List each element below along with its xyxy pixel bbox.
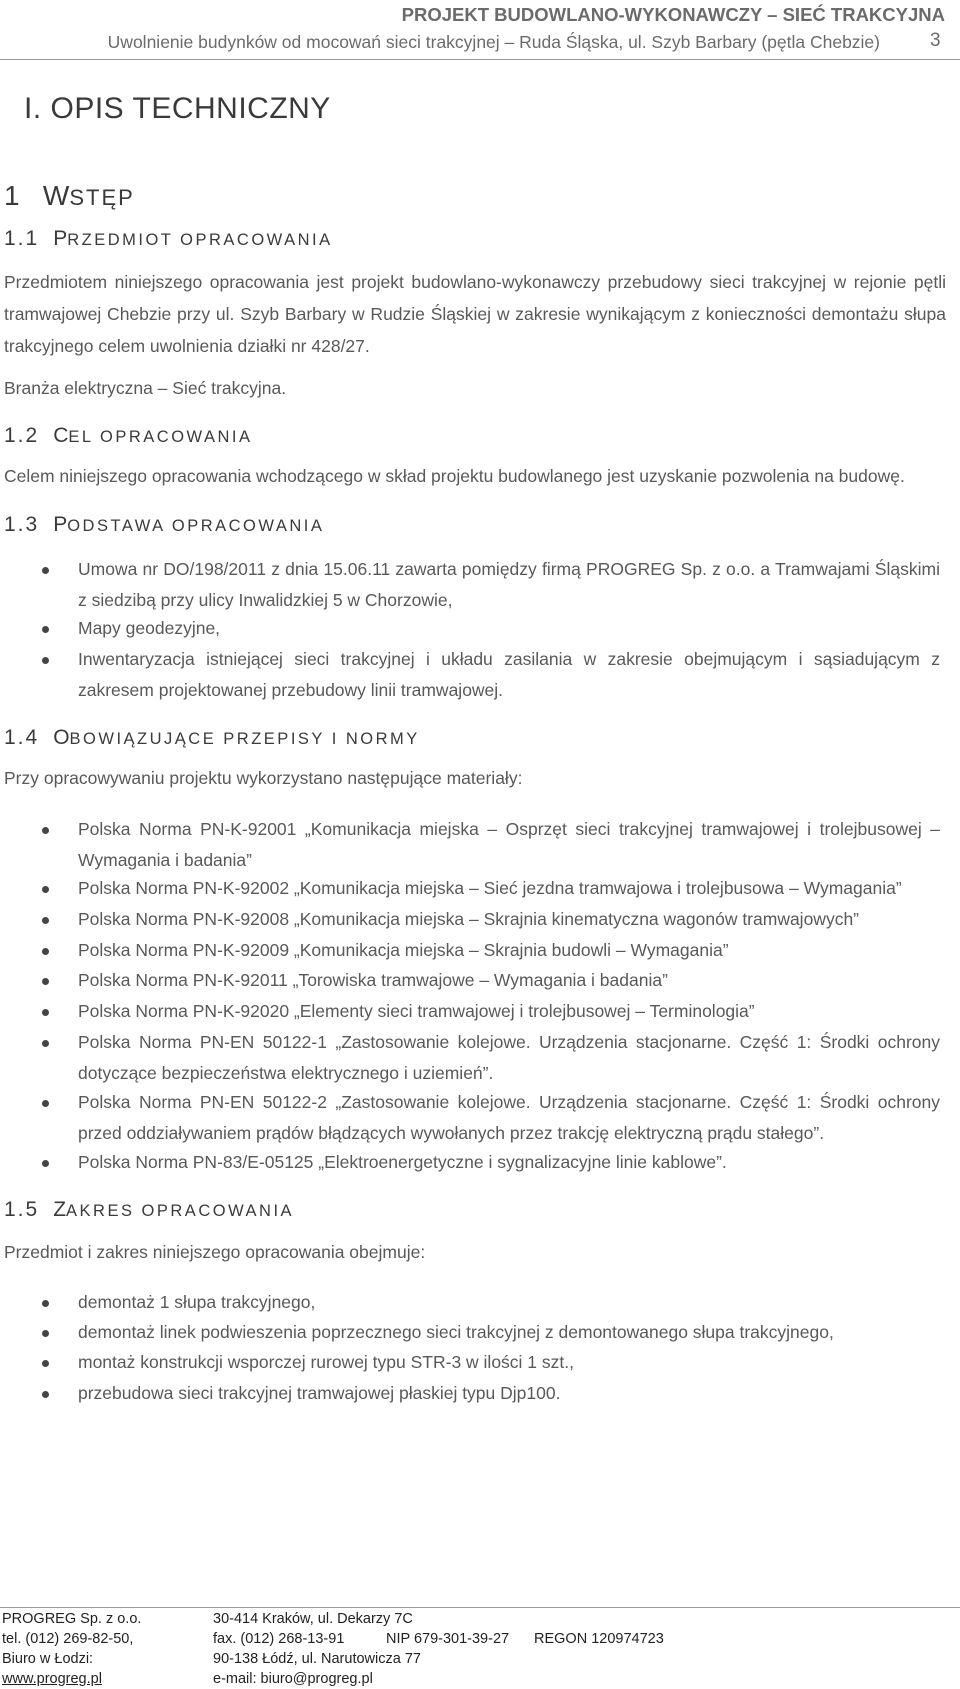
footer-phone: tel. (012) 269-82-50,: [2, 1631, 134, 1647]
bullet-dot: [42, 1391, 49, 1398]
list-item: Inwentaryzacja istniejącej sieci trakcyjnej i układu zasilania w zakresie obejmującym i sąsiadującym z zakresem projektowanej przebudowy linii tramwajowej.: [78, 649, 940, 700]
list-item: montaż konstrukcji wsporczej rurowej typu STR-3 w ilości 1 szt.,: [78, 1352, 574, 1372]
bullet-dot: [42, 1009, 49, 1016]
chapter-title-rest: STĘP: [69, 185, 135, 210]
section-1-5-intro: Przedmiot i zakres niniejszego opracowania obejmuje:: [4, 1242, 426, 1262]
document-header-title: PROJEKT BUDOWLANO-WYKONAWCZY – SIEĆ TRAKCYJNA: [401, 4, 945, 25]
footer-company: PROGREG Sp. z o.o.: [2, 1611, 142, 1627]
section-title-rest: BOWIĄZUJĄCE PRZEPISY I NORMY: [69, 730, 420, 748]
list-item: przebudowa sieci trakcyjnej tramwajowej płaskiej typu Djp100.: [78, 1383, 561, 1403]
chapter-number: 1: [4, 180, 20, 211]
section-first-letter: P: [53, 227, 68, 250]
footer-krakow-address: 30-414 Kraków, ul. Dekarzy 7C: [213, 1611, 413, 1627]
list-item: Polska Norma PN-EN 50122-2 „Zastosowanie kolejowe. Urządzenia stacjonarne. Część 1: Środki ochrony przed oddziaływaniem prądów błądzących wywołanych przez trakcję elektryczną prądu stałego”.: [78, 1092, 940, 1143]
list-item: Polska Norma PN-K-92008 „Komunikacja miejska – Skrajnia kinematyczna wagonów tramwajowych”: [78, 909, 860, 929]
section-first-letter: P: [53, 513, 68, 536]
section-first-letter: O: [53, 726, 70, 749]
bullet-dot: [42, 626, 49, 633]
section-first-letter: Z: [53, 1198, 67, 1221]
list-item: Polska Norma PN-K-92009 „Komunikacja miejska – Skrajnia budowli – Wymagania”: [78, 940, 729, 960]
footer-regon: REGON 120974723: [534, 1631, 664, 1647]
page-number: 3: [930, 30, 941, 51]
section-1-2-paragraph: Celem niniejszego opracowania wchodzącego w skład projektu budowlanego jest uzyskanie pozwolenia na budowę.: [4, 466, 905, 486]
section-number: 1.3: [4, 513, 40, 536]
list-item: Polska Norma PN-K-92020 „Elementy sieci tramwajowej i trolejbusowej – Terminologia”: [78, 1001, 755, 1021]
footer-lodz-office-label: Biuro w Łodzi:: [2, 1651, 94, 1667]
footer-email[interactable]: e-mail: biuro@progreg.pl: [213, 1671, 373, 1687]
list-item: Mapy geodezyjne,: [78, 618, 221, 638]
bullet-dot: [42, 657, 49, 664]
section-heading-1-2: [4, 424, 253, 448]
list-item: Polska Norma PN-K-92001 „Komunikacja miejska – Osprzęt sieci trakcyjnej tramwajowej i trolejbusowej – Wymagania i badania”: [78, 819, 940, 870]
bullet-dot: [42, 917, 49, 924]
section-heading-1-3: [4, 513, 324, 537]
bullet-dot: [42, 1040, 49, 1047]
bullet-dot: [42, 1100, 49, 1107]
bullet-dot: [42, 1160, 49, 1167]
bullet-dot: [42, 978, 49, 985]
section-title-rest: AKRES OPRACOWANIA: [66, 1202, 295, 1220]
header-divider: [0, 59, 960, 60]
bullet-dot: [42, 1300, 49, 1307]
bullet-dot: [42, 948, 49, 955]
bullet-dot: [42, 1360, 49, 1367]
list-item: Polska Norma PN-K-92002 „Komunikacja miejska – Sieć jezdna tramwajowa i trolejbusowa – Wymagania”: [78, 878, 902, 898]
section-heading-1-5: [4, 1198, 294, 1222]
section-1-1-branch-note: Branża elektryczna – Sieć trakcyjna.: [4, 378, 287, 398]
chapter-first-letter: W: [42, 180, 70, 211]
section-heading-1-4: [4, 726, 420, 750]
list-item: Polska Norma PN-83/E-05125 „Elektroenergetyczne i sygnalizacyjne linie kablowe”.: [78, 1152, 727, 1172]
footer-divider: [0, 1607, 960, 1608]
section-title-rest: RZEDMIOT OPRACOWANIA: [67, 231, 333, 249]
footer-nip: NIP 679-301-39-27: [386, 1631, 510, 1647]
footer-website-link[interactable]: www.progreg.pl: [2, 1671, 102, 1687]
section-title-rest: ODSTAWA OPRACOWANIA: [67, 517, 325, 535]
section-1-1-paragraph: Przedmiotem niniejszego opracowania jest projekt budowlano-wykonawczy przebudowy sieci trakcyjnej w rejonie pętli tramwajowej Chebzie przy ul. Szyb Barbary w Rudzie Śląskiej w zakresie wynikającym z konieczności demontażu słupa trakcyjnego celem uwolnienia działki nr 428/27.: [4, 272, 946, 356]
section-1-4-intro: Przy opracowywaniu projektu wykorzystano następujące materiały:: [4, 768, 523, 788]
bullet-dot: [42, 567, 49, 574]
part-heading: I. OPIS TECHNICZNY: [24, 92, 331, 125]
footer-lodz-address: 90-138 Łódź, ul. Narutowicza 77: [213, 1651, 421, 1667]
bullet-dot: [42, 827, 49, 834]
section-first-letter: C: [53, 424, 69, 447]
document-header-subtitle: Uwolnienie budynków od mocowań sieci trakcyjnej – Ruda Śląska, ul. Szyb Barbary (pętla Chebzie): [107, 32, 880, 52]
section-number: 1.2: [4, 424, 40, 447]
bullet-dot: [42, 1330, 49, 1337]
list-item: Polska Norma PN-EN 50122-1 „Zastosowanie kolejowe. Urządzenia stacjonarne. Część 1: Środki ochrony dotyczące bezpieczeństwa elektrycznego i uziemień”.: [78, 1032, 940, 1083]
list-item: demontaż 1 słupa trakcyjnego,: [78, 1292, 316, 1312]
list-item: Umowa nr DO/198/2011 z dnia 15.06.11 zawarta pomiędzy firmą PROGREG Sp. z o.o. a Tramwajami Śląskimi z siedzibą przy ulicy Inwalidzkiej 5 w Chorzowie,: [78, 559, 940, 610]
bullet-dot: [42, 886, 49, 893]
section-heading-1-1: [4, 227, 333, 251]
section-number: 1.4: [4, 726, 40, 749]
chapter-heading: [4, 180, 135, 212]
section-title-rest: EL OPRACOWANIA: [68, 428, 253, 446]
section-number: 1.5: [4, 1198, 40, 1221]
list-item: demontaż linek podwieszenia poprzecznego sieci trakcyjnej z demontowanego słupa trakcyjnego,: [78, 1322, 834, 1342]
section-number: 1.1: [4, 227, 40, 250]
footer-fax: fax. (012) 268-13-91: [213, 1631, 345, 1647]
list-item: Polska Norma PN-K-92011 „Torowiska tramwajowe – Wymagania i badania”: [78, 970, 668, 990]
